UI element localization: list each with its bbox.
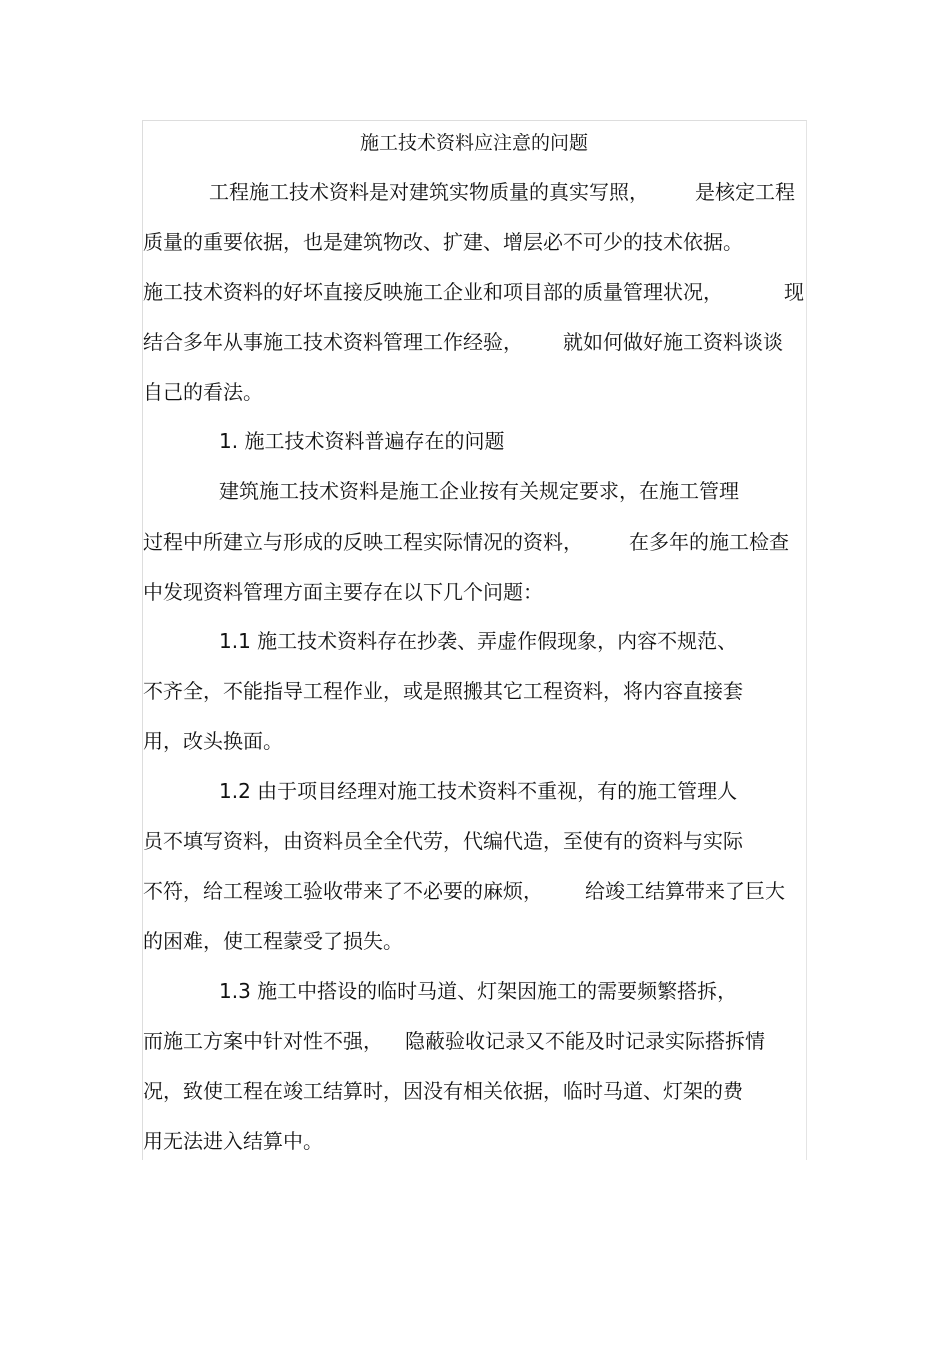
item-1-3-line-1: 1.3 施工中搭设的临时马道、灯架因施工的需要频繁搭拆，	[219, 979, 738, 1003]
item-1-2-line-4: 的困难，使工程蒙受了损失。	[143, 929, 403, 953]
intro-line-4b: 就如何做好施工资料谈谈	[563, 330, 783, 354]
intro-line-3a: 施工技术资料的好坏直接反映施工企业和项目部的质量管理状况，	[143, 280, 723, 304]
item-1-3-line-2a: 而施工方案中针对性不强，	[143, 1029, 383, 1053]
intro-line-4a: 结合多年从事施工技术资料管理工作经验，	[143, 330, 523, 354]
item-1-2-line-1: 1.2 由于项目经理对施工技术资料不重视，有的施工管理人	[219, 779, 738, 803]
text-frame	[142, 120, 807, 1160]
item-1-2-line-2: 员不填写资料，由资料员全全代劳，代编代造，至使有的资料与实际	[143, 829, 743, 853]
section-1-heading: 1. 施工技术资料普遍存在的问题	[219, 429, 505, 453]
item-1-3-line-4: 用无法进入结算中。	[143, 1129, 323, 1153]
document-title: 施工技术资料应注意的问题	[360, 132, 589, 154]
item-1-2-line-3a: 不符，给工程竣工验收带来了不必要的麻烦，	[143, 879, 543, 903]
item-1-1-line-1: 1.1 施工技术资料存在抄袭、弄虚作假现象，内容不规范、	[219, 629, 738, 653]
item-1-1-line-2: 不齐全，不能指导工程作业，或是照搬其它工程资料，将内容直接套	[143, 679, 743, 703]
section-1-para-line-2b: 在多年的施工检查	[629, 530, 789, 554]
intro-line-5: 自己的看法。	[143, 380, 263, 404]
intro-line-2: 质量的重要依据，也是建筑物改、扩建、增层必不可少的技术依据。	[143, 230, 743, 254]
intro-line-1a: 工程施工技术资料是对建筑实物质量的真实写照，	[209, 180, 649, 204]
item-1-1-line-3: 用，改头换面。	[143, 729, 283, 753]
item-1-3-line-3: 况，致使工程在竣工结算时，因没有相关依据，临时马道、灯架的费	[143, 1079, 743, 1103]
item-1-2-line-3b: 给竣工结算带来了巨大	[585, 879, 785, 903]
intro-line-1b: 是核定工程	[695, 180, 795, 204]
section-1-para-line-3: 中发现资料管理方面主要存在以下几个问题：	[143, 580, 543, 604]
section-1-para-line-2a: 过程中所建立与形成的反映工程实际情况的资料，	[143, 530, 583, 554]
item-1-3-line-2b: 隐蔽验收记录又不能及时记录实际搭拆情	[405, 1029, 765, 1053]
intro-line-3b: 现	[784, 280, 804, 304]
section-1-para-line-1: 建筑施工技术资料是施工企业按有关规定要求，在施工管理	[219, 479, 739, 503]
